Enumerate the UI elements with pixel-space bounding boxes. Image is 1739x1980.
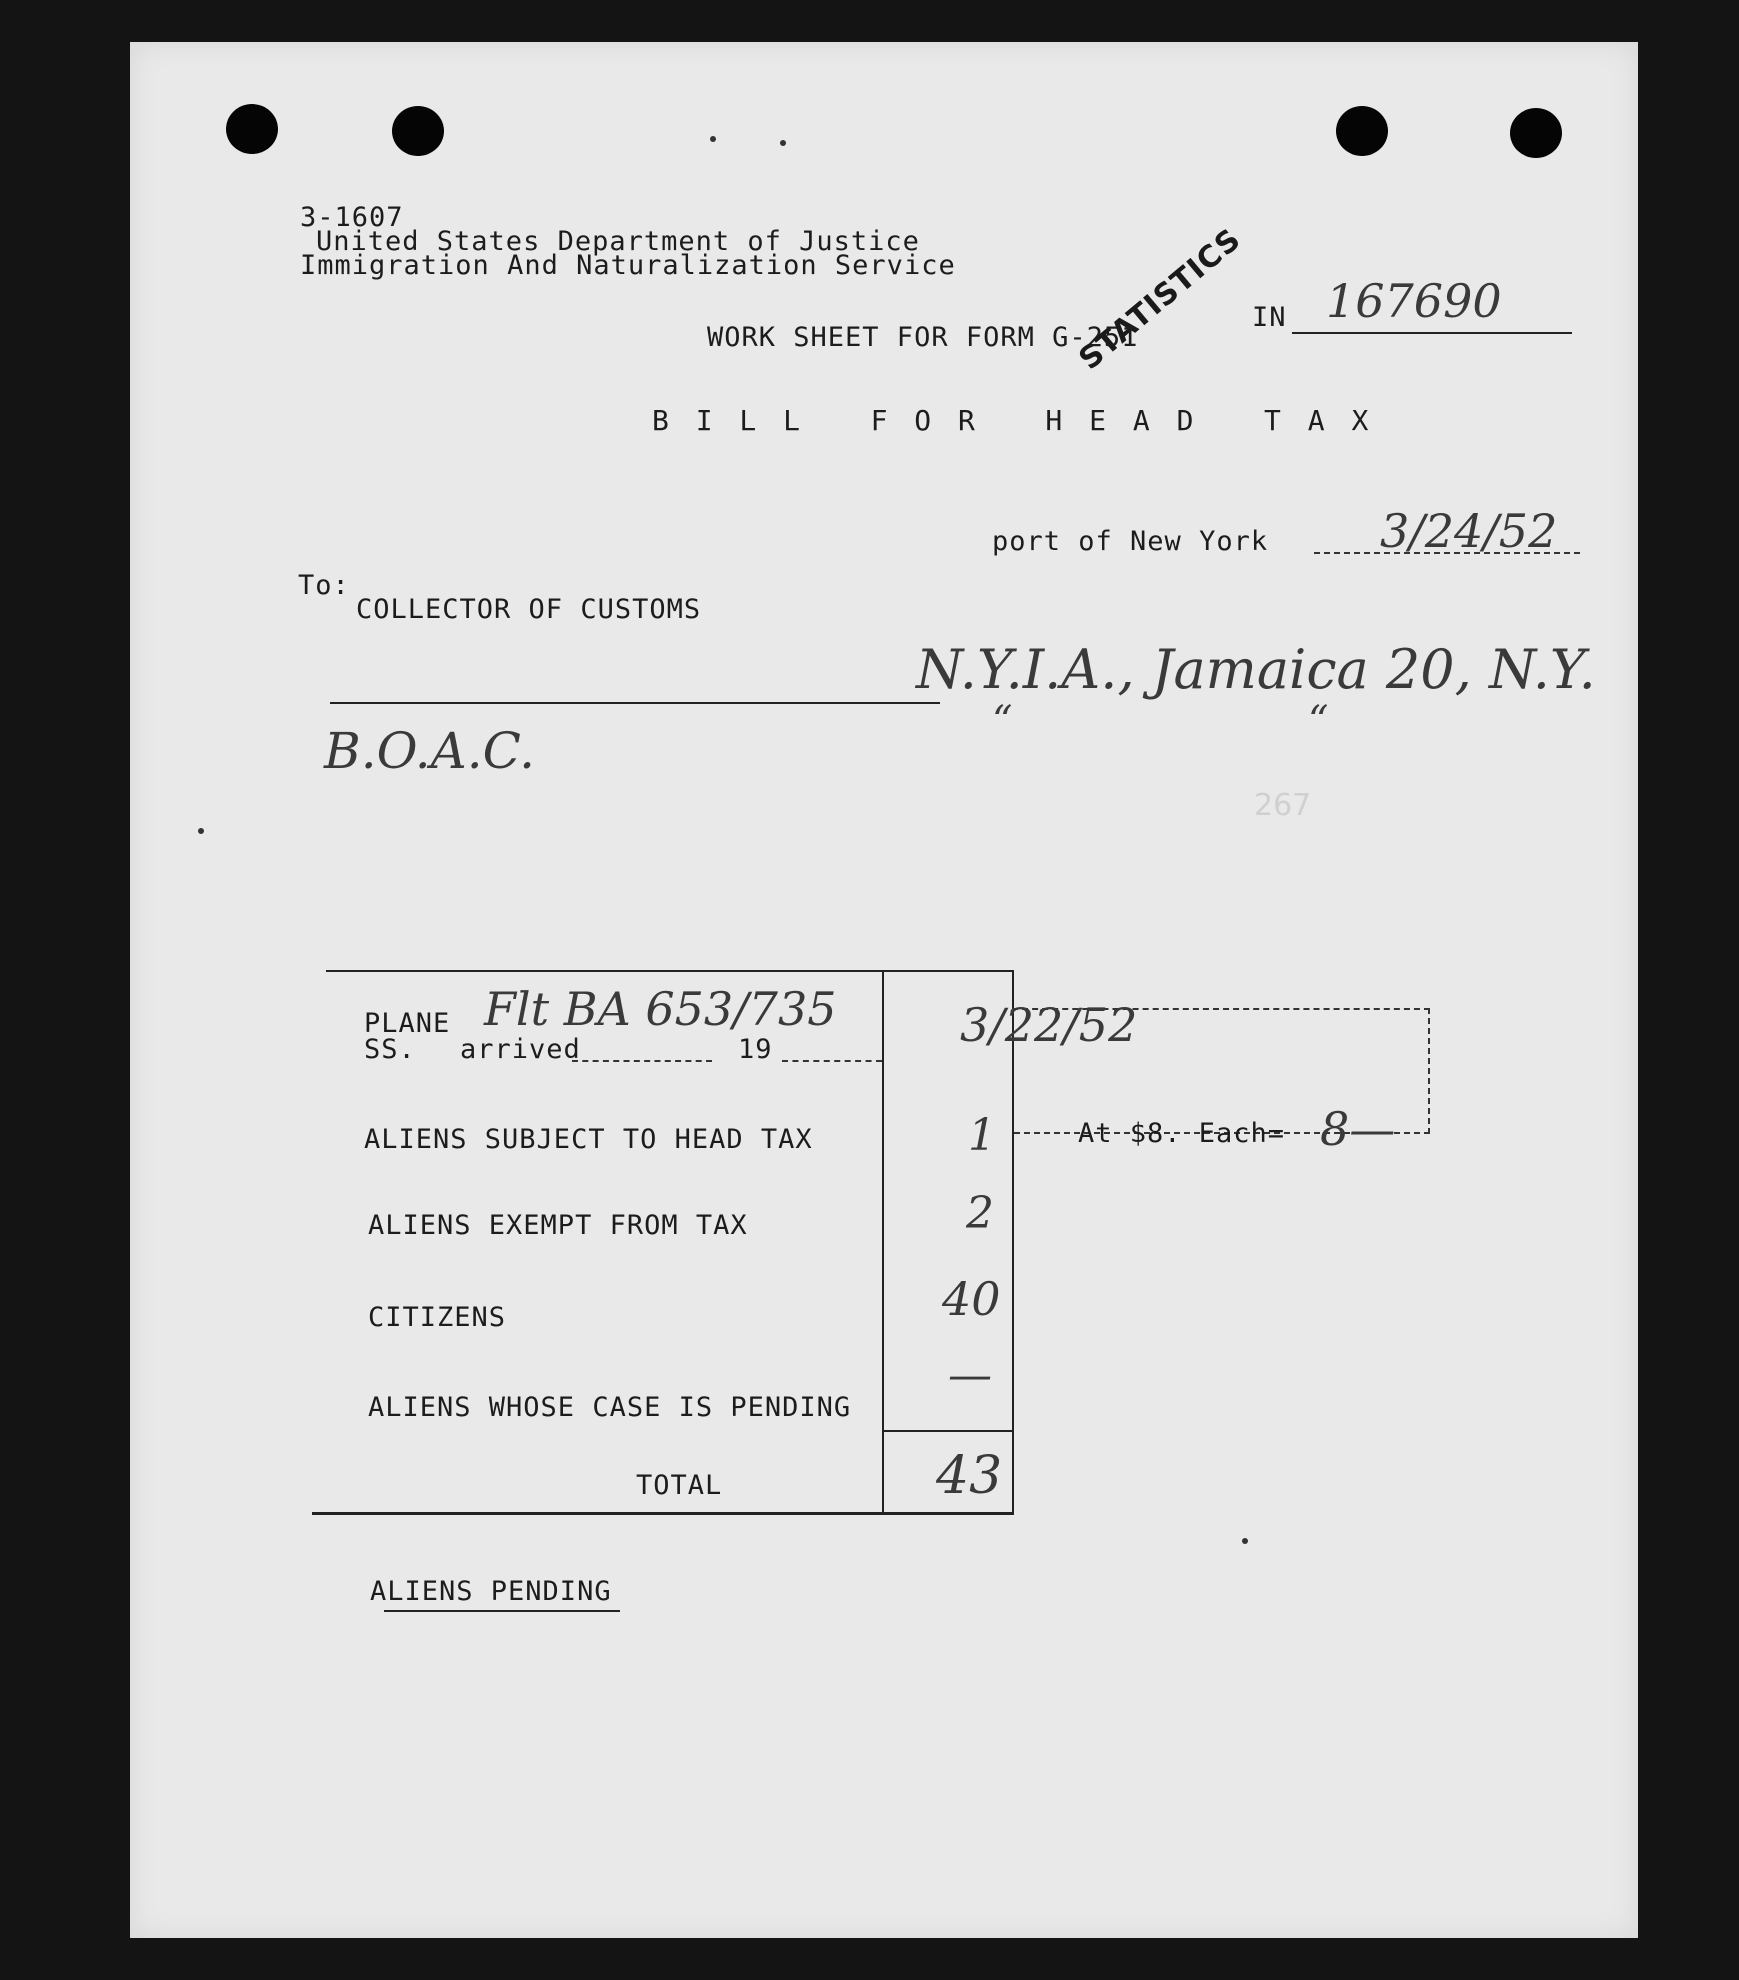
address-line [330, 702, 940, 704]
punch-hole [1510, 108, 1562, 158]
form-code: 3-1607 [300, 202, 404, 233]
total-value: 43 [936, 1446, 1003, 1506]
row-label-exempt: ALIENS EXEMPT FROM TAX [368, 1210, 748, 1241]
year-line [782, 1060, 882, 1062]
addressee: COLLECTOR OF CUSTOMS [356, 594, 702, 625]
aliens-pending-underline [384, 1610, 620, 1612]
total-label: TOTAL [636, 1470, 723, 1501]
flight-number: Flt BA 653/735 [484, 982, 837, 1036]
row-value-subject-to-tax: 1 [968, 1110, 996, 1161]
in-number: 167690 [1326, 274, 1502, 328]
to-label: To: [298, 570, 350, 601]
row-value-exempt: 2 [966, 1188, 994, 1239]
row-label-pending: ALIENS WHOSE CASE IS PENDING [368, 1392, 852, 1423]
faint-number: 267 [1254, 788, 1312, 823]
statistics-stamp: STATISTICS [1072, 221, 1248, 377]
carrier-name: B.O.A.C. [324, 722, 535, 780]
department-name: United States Department of Justice [316, 226, 920, 257]
table-top-line [326, 970, 1014, 972]
plane-label: PLANE [364, 1008, 451, 1039]
table-divider [882, 970, 884, 1514]
ss-label: SS. [364, 1034, 416, 1065]
rate-amount: 8— [1320, 1102, 1396, 1156]
arrived-label: arrived [460, 1034, 581, 1065]
service-name: Immigration And Naturalization Service [300, 250, 956, 281]
bill-title: B I L L F O R H E A D T A X [652, 404, 1374, 437]
port-date: 3/24/52 [1380, 504, 1558, 558]
rate-box-right [1428, 1008, 1430, 1134]
arrival-date: 3/22/52 [960, 998, 1138, 1052]
punch-hole [392, 106, 444, 156]
ditto-mark: “ [1308, 698, 1329, 744]
punch-hole [226, 104, 278, 154]
ditto-mark: “ [992, 698, 1013, 744]
rate-label: At $8. Each= [1078, 1118, 1286, 1149]
in-number-line [1292, 332, 1572, 334]
year-prefix: 19 [738, 1034, 773, 1065]
table-subtotal-line [882, 1430, 1014, 1432]
stray-mark [780, 140, 786, 146]
form-title: WORK SHEET FOR FORM G-251 [707, 322, 1139, 353]
port-date-line [1314, 552, 1580, 554]
in-label: IN [1252, 302, 1287, 333]
aliens-pending-label: ALIENS PENDING [370, 1576, 612, 1607]
row-label-subject-to-tax: ALIENS SUBJECT TO HEAD TAX [364, 1124, 813, 1155]
document-sheet [130, 42, 1638, 1938]
table-bottom-line [312, 1512, 1014, 1515]
stray-mark [198, 828, 204, 834]
arrived-line [572, 1060, 712, 1062]
stray-mark [710, 136, 716, 142]
row-value-citizens: 40 [942, 1272, 1001, 1326]
port-label: port of New York [992, 526, 1269, 557]
punch-hole [1336, 106, 1388, 156]
carrier-address: N.Y.I.A., Jamaica 20, N.Y. [916, 638, 1596, 701]
row-label-citizens: CITIZENS [368, 1302, 507, 1333]
stray-mark [1242, 1538, 1248, 1544]
row-value-pending: — [948, 1350, 992, 1401]
